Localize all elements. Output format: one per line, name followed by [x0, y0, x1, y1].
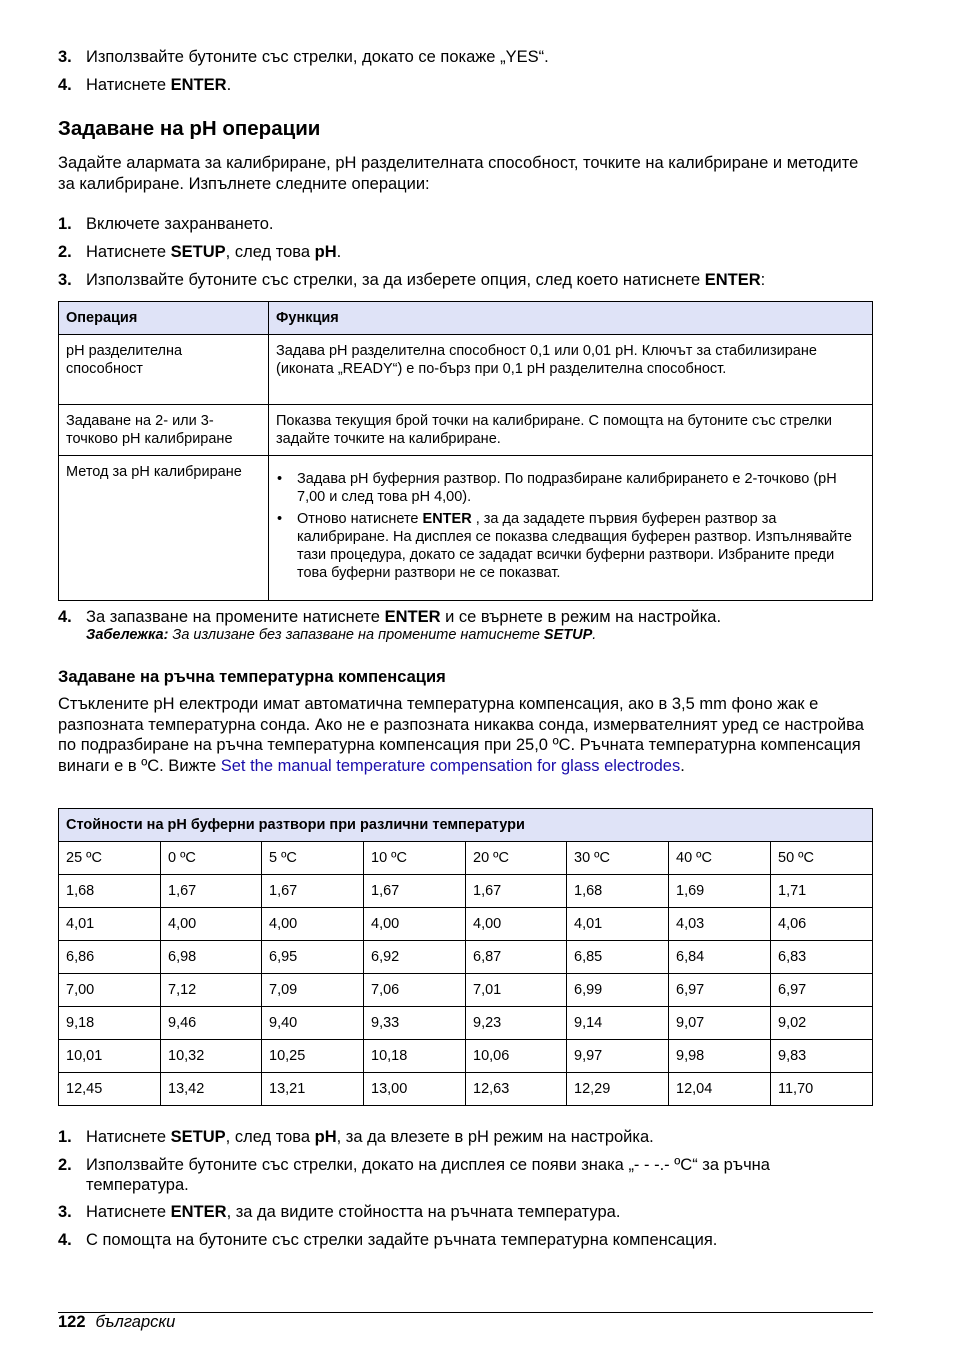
step-2 [58, 242, 873, 262]
step-number: 1. [58, 1128, 72, 1146]
table-cell: 6,84 [669, 941, 771, 974]
table-cell: 12,45 [59, 1073, 161, 1106]
footer-language: български [95, 1313, 176, 1331]
column-header-function: Функция [269, 302, 873, 335]
manual-step-3 [58, 1202, 873, 1222]
section-title-ph-operations: Задаване на pH операции [58, 117, 321, 140]
table-cell: 1,68 [567, 875, 669, 908]
table-cell: 20 ºC [466, 842, 567, 875]
page-footer [58, 1313, 175, 1332]
table-cell: 50 ºC [771, 842, 873, 875]
footer-divider [58, 1312, 873, 1313]
step-text: , след това [225, 1128, 315, 1146]
step-text: и се върнете в режим на настройка. [440, 608, 722, 626]
table-cell: 4,03 [669, 908, 771, 941]
table-cell: 9,40 [262, 1007, 364, 1040]
table-cell: 7,06 [364, 974, 466, 1007]
step-text: : [760, 271, 766, 289]
table-cell: 1,67 [262, 875, 364, 908]
temperature-header-row [59, 842, 873, 875]
step-text: Използвайте бутоните със стрелки, докато се покаже „YES“. [86, 48, 549, 66]
table-cell: 9,02 [771, 1007, 873, 1040]
table-row [59, 1007, 873, 1040]
column-header-operation: Операция [59, 302, 269, 335]
table-cell: 6,92 [364, 941, 466, 974]
table-cell: 30 ºC [567, 842, 669, 875]
table-cell: 1,67 [466, 875, 567, 908]
step-3-top [58, 47, 873, 67]
ph-key-label: pH [314, 1128, 337, 1146]
step-text: Включете захранването. [86, 215, 274, 233]
step-number: 4. [58, 76, 72, 94]
table-cell: 9,07 [669, 1007, 771, 1040]
step-number: 4. [58, 1231, 72, 1249]
paragraph-end: . [680, 756, 685, 775]
enter-key-label: ENTER [422, 511, 472, 527]
step-number: 4. [58, 608, 72, 626]
step-text: Използвайте бутоните със стрелки, докато на дисплея се появи знака „- - -.- ºC“ за ръчна температура. [86, 1156, 770, 1194]
table-cell: 11,70 [771, 1073, 873, 1106]
step-text-end: . [226, 76, 232, 94]
table-cell: 6,99 [567, 974, 669, 1007]
table-cell: 4,01 [59, 908, 161, 941]
table-header-row [59, 302, 873, 335]
manual-step-4 [58, 1230, 873, 1250]
table-cell: 13,00 [364, 1073, 466, 1106]
step-text: За запазване на промените натиснете [86, 608, 385, 626]
table-cell: 6,87 [466, 941, 567, 974]
table-cell: 4,00 [364, 908, 466, 941]
table-cell: 10,01 [59, 1040, 161, 1073]
table-cell: 12,04 [669, 1073, 771, 1106]
table-row [59, 405, 873, 456]
table-row [59, 335, 873, 405]
enter-key-label: ENTER [170, 1203, 227, 1221]
table-cell: 12,29 [567, 1073, 669, 1106]
table-cell: 5 ºC [262, 842, 364, 875]
table-title: Стойности на pH буферни разтвори при различни температури [59, 809, 873, 842]
buffer-values-table [58, 808, 873, 1106]
table-cell: 10,06 [466, 1040, 567, 1073]
note-text: За излизане без запазване на промените натиснете [168, 627, 544, 643]
table-cell: 4,00 [262, 908, 364, 941]
table-cell: 6,95 [262, 941, 364, 974]
step-text: Натиснете [86, 1203, 171, 1221]
bullet-list [276, 470, 865, 582]
table-cell: 9,83 [771, 1040, 873, 1073]
step-text: . [336, 243, 342, 261]
step-text: Натиснете [86, 243, 171, 261]
step-text: Използвайте бутоните със стрелки, за да изберете опция, след което натиснете [86, 271, 705, 289]
table-cell: 1,71 [771, 875, 873, 908]
table-cell: 9,33 [364, 1007, 466, 1040]
list-item-text: Отново натиснете [297, 511, 423, 527]
manual-step-1 [58, 1127, 873, 1147]
table-cell: 9,23 [466, 1007, 567, 1040]
table-cell: 6,97 [669, 974, 771, 1007]
list-item-text: , за да зададете първия буферен разтвор за калибриране. На дисплея се показва следващия буферен разтвор. Изпълнявайте тази процедура, докато се зададат всички буферни разтвори. Избраните преди това буферни разтвори не се показват. [297, 511, 852, 581]
setup-key-label: SETUP [543, 627, 593, 643]
table-cell: 6,83 [771, 941, 873, 974]
table-cell: 6,98 [161, 941, 262, 974]
table-cell: 7,12 [161, 974, 262, 1007]
table-cell: 1,67 [161, 875, 262, 908]
table-cell: 6,85 [567, 941, 669, 974]
table-cell: 25 ºC [59, 842, 161, 875]
table-row [59, 908, 873, 941]
table-cell: 9,18 [59, 1007, 161, 1040]
table-row [59, 1040, 873, 1073]
step-text: , за да влезете в pH режим на настройка. [336, 1128, 654, 1146]
table-cell: 4,00 [466, 908, 567, 941]
function-cell [269, 456, 873, 601]
table-cell: 9,98 [669, 1040, 771, 1073]
table-cell: 7,00 [59, 974, 161, 1007]
table-cell: 9,97 [567, 1040, 669, 1073]
table-row [59, 1073, 873, 1106]
enter-key-label: ENTER [704, 271, 761, 289]
table-cell: 10 ºC [364, 842, 466, 875]
table-cell: 4,06 [771, 908, 873, 941]
table-row [59, 456, 873, 601]
step-text: Натиснете [86, 76, 171, 94]
step-4-top [58, 75, 873, 95]
operation-cell: pH разделителна способност [59, 335, 269, 405]
operations-table [58, 301, 873, 601]
table-row [59, 941, 873, 974]
table-cell: 7,09 [262, 974, 364, 1007]
table-row [59, 974, 873, 1007]
enter-key-label: ENTER [384, 608, 441, 626]
manual-temp-compensation-link[interactable]: Set the manual temperature compensation for glass electrodes [220, 756, 681, 775]
table-cell: 4,00 [161, 908, 262, 941]
paragraph-text: Стъклените pH електроди имат автоматична температурна компенсация, ако в 3,5 mm фоно жак е разпозната температурна сонда. Ако не е разпозната никаква сонда, измервателният уред се настройва по подразбиране на ръчна температурна компенсация при 25,0 ºC. Ръчната температурна компенсация винаги е в ºC. Вижте [58, 695, 864, 775]
step-text: , след това [225, 243, 315, 261]
section-paragraph [58, 694, 873, 776]
manual-step-2 [58, 1155, 873, 1195]
operation-cell: Задаване на 2- или 3-точково pH калибриране [59, 405, 269, 456]
step-number: 2. [58, 1156, 72, 1174]
table-cell: 40 ºC [669, 842, 771, 875]
step-number: 3. [58, 48, 72, 66]
table-cell: 7,01 [466, 974, 567, 1007]
table-cell: 10,25 [262, 1040, 364, 1073]
function-cell: Задава pH разделителна способност 0,1 или 0,01 pH. Ключът за стабилизиране (иконата „READY“) е по-бърз при 0,1 pH разделителна способност. [269, 335, 873, 405]
table-row [59, 875, 873, 908]
table-body [59, 842, 873, 1106]
table-cell: 10,18 [364, 1040, 466, 1073]
operation-cell: Метод за pH калибриране [59, 456, 269, 601]
step-text: С помощта на бутоните със стрелки задайте ръчната температурна компенсация. [86, 1231, 718, 1249]
function-cell: Показва текущия брой точки на калибриране. С помощта на бутоните със стрелки задайте точките на калибриране. [269, 405, 873, 456]
note-text-end: . [592, 627, 597, 643]
table-cell: 6,86 [59, 941, 161, 974]
table-cell: 9,14 [567, 1007, 669, 1040]
table-cell: 10,32 [161, 1040, 262, 1073]
step-text: Натиснете [86, 1128, 171, 1146]
step-1 [58, 214, 873, 234]
ph-key-label: pH [314, 243, 337, 261]
step-text: , за да видите стойността на ръчната температура. [226, 1203, 621, 1221]
section-title-manual-temp-compensation: Задаване на ръчна температурна компенсация [58, 668, 446, 686]
table-cell: 9,46 [161, 1007, 262, 1040]
table-cell: 1,68 [59, 875, 161, 908]
setup-key-label: SETUP [170, 1128, 226, 1146]
section-intro: Задайте алармата за калибриране, pH разделителната способност, точките на калибриране и методите за калибриране. Изпълнете следните операции: [58, 154, 859, 193]
table-cell: 6,97 [771, 974, 873, 1007]
table-cell: 4,01 [567, 908, 669, 941]
table-cell: 1,67 [364, 875, 466, 908]
page-number: 122 [58, 1313, 86, 1331]
table-cell: 13,21 [262, 1073, 364, 1106]
step-number: 3. [58, 1203, 72, 1221]
enter-key-label: ENTER [170, 76, 227, 94]
step-number: 1. [58, 215, 72, 233]
step-4 [58, 607, 873, 627]
setup-key-label: SETUP [170, 243, 226, 261]
step-number: 3. [58, 271, 72, 289]
list-item: • Задава pH буферния разтвор. По подразбиране калибрирането е 2-точково (pH 7,00 и след това pH 4,00). [297, 470, 865, 506]
table-title-row [59, 809, 873, 842]
step-number: 2. [58, 243, 72, 261]
list-item [297, 510, 865, 582]
table-cell: 0 ºC [161, 842, 262, 875]
note-label: Забележка: [86, 627, 169, 643]
table-cell: 13,42 [161, 1073, 262, 1106]
note [86, 627, 596, 643]
table-cell: 1,69 [669, 875, 771, 908]
step-3 [58, 270, 873, 290]
table-cell: 12,63 [466, 1073, 567, 1106]
